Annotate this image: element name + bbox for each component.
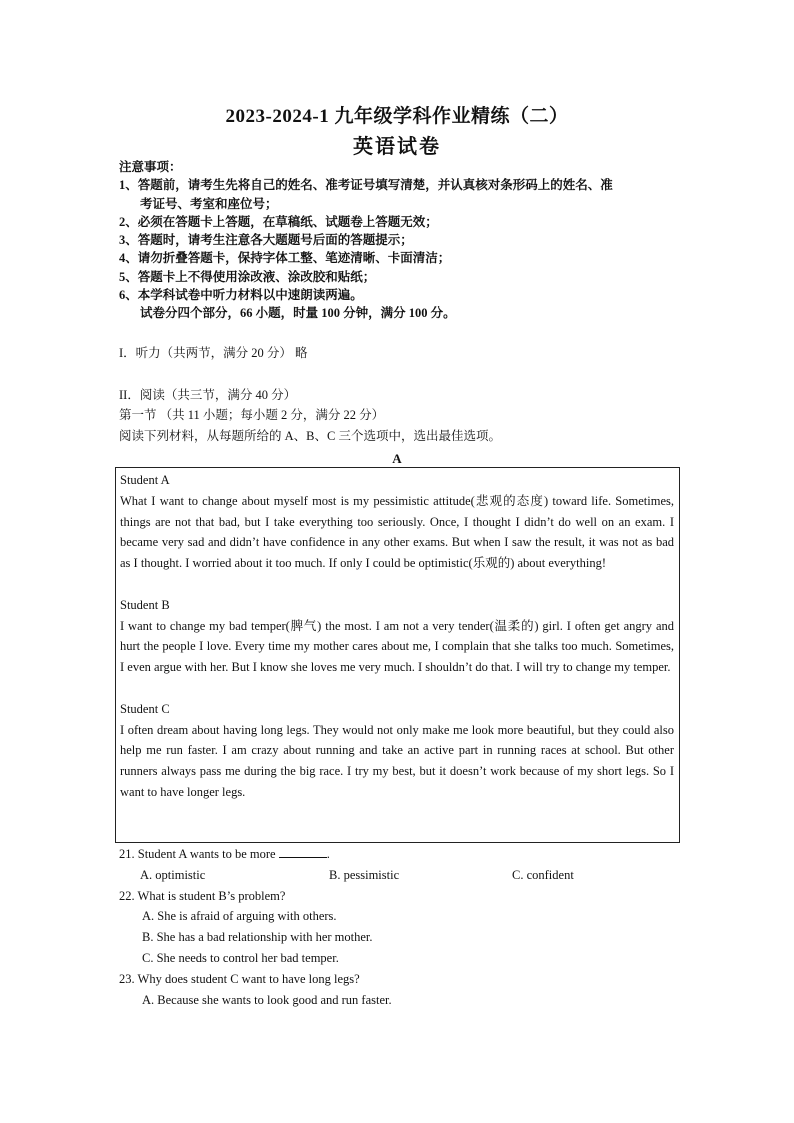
student-c-name: Student C: [120, 701, 170, 716]
instruction-item: 5、答题卡上不得使用涂改液、涂改胶和贴纸；: [119, 269, 376, 284]
passage-box: [115, 467, 680, 843]
student-c-text: I often dream about having long legs. They would not only make me look more beautiful, but they could also help me run faster. I am crazy about running and take an active part in running races at school. But other runners always pass me during the big race. I try my best, but it doesn’t work because of my short legs. So I want to have longer legs.: [120, 722, 674, 799]
student-b-text: I want to change my bad temper(脾气) the most. I am not a very tender(温柔的) girl. I often get angry and hurt the people I love. Every time my mother cares about me, I complain that she talks too much. Sometimes, I even argue with her. But I know she loves me very much. I shouldn’t do that. I will try to change my temper.: [120, 618, 674, 675]
questions-block: [119, 844, 680, 1010]
option-b: B. She has a bad relationship with her mother.: [142, 930, 373, 945]
student-a-text: What I want to change about myself most is my pessimistic attitude(悲观的态度) toward life. Sometimes, things are not that bad, but I take everything too seriously. Once, I thought I didn’t do well on an exam. I became very sad and didn’t have confidence in any other exams. But when I saw the result, it was not as bad as I thought. I worried about it too much. If only I could be optimistic(乐观的) about everything!: [120, 493, 674, 571]
answer-blank: [279, 845, 327, 858]
option-a: A. She is afraid of arguing with others.: [142, 909, 337, 924]
exam-title: 2023-2024-1 九年级学科作业精练（二）: [225, 106, 569, 127]
section-part-one: 第一节 （共 11 小题；每小题 2 分，满分 22 分）: [119, 408, 385, 422]
instruction-item-continued: 考证号、考室和座位号；: [140, 196, 278, 211]
instructions-heading: 注意事项：: [119, 160, 182, 174]
question-21: 21. Student A wants to be more .: [119, 847, 330, 861]
question-22: 22. What is student B’s problem?: [119, 888, 286, 903]
instruction-item: 3、答题时，请考生注意各大题题号后面的答题提示；: [119, 233, 413, 248]
exam-subtitle: 英语试卷: [353, 136, 441, 158]
instruction-item: 4、请勿折叠答题卡，保持字体工整、笔迹清晰、卡面清洁；: [119, 251, 451, 266]
option-c: C. confident: [512, 867, 574, 882]
question-21-options: [140, 865, 680, 886]
section-listening: I．听力（共两节，满分 20 分） 略: [119, 346, 308, 360]
option-c: C. She needs to control her bad temper.: [142, 950, 339, 965]
instruction-item: 2、必须在答题卡上答题，在草稿纸、试题卷上答题无效；: [119, 214, 438, 229]
option-a: A. optimistic: [140, 867, 206, 882]
instruction-item: 6、本学科试卷中听力材料以中速朗读两遍。: [119, 288, 363, 303]
section-reading: II．阅读（共三节，满分 40 分）: [119, 388, 297, 402]
section-instruction: 阅读下列材料，从每题所给的 A、B、C 三个选项中，选出最佳选项。: [119, 429, 501, 443]
student-b-name: Student B: [120, 597, 170, 612]
question-23: 23. Why does student C want to have long legs?: [119, 971, 360, 986]
student-a-name: Student A: [120, 473, 170, 487]
option-b: B. pessimistic: [329, 867, 400, 882]
passage-letter: A: [392, 451, 402, 466]
option-a: A. Because she wants to look good and run faster.: [142, 992, 392, 1007]
instruction-item: 1、答题前，请考生先将自己的姓名、准考证号填写清楚，并认真核对条形码上的姓名、准: [119, 178, 613, 193]
exam-format-note: 试卷分四个部分，66 小题，时量 100 分钟，满分 100 分。: [140, 306, 456, 321]
instructions-block: [119, 158, 679, 323]
